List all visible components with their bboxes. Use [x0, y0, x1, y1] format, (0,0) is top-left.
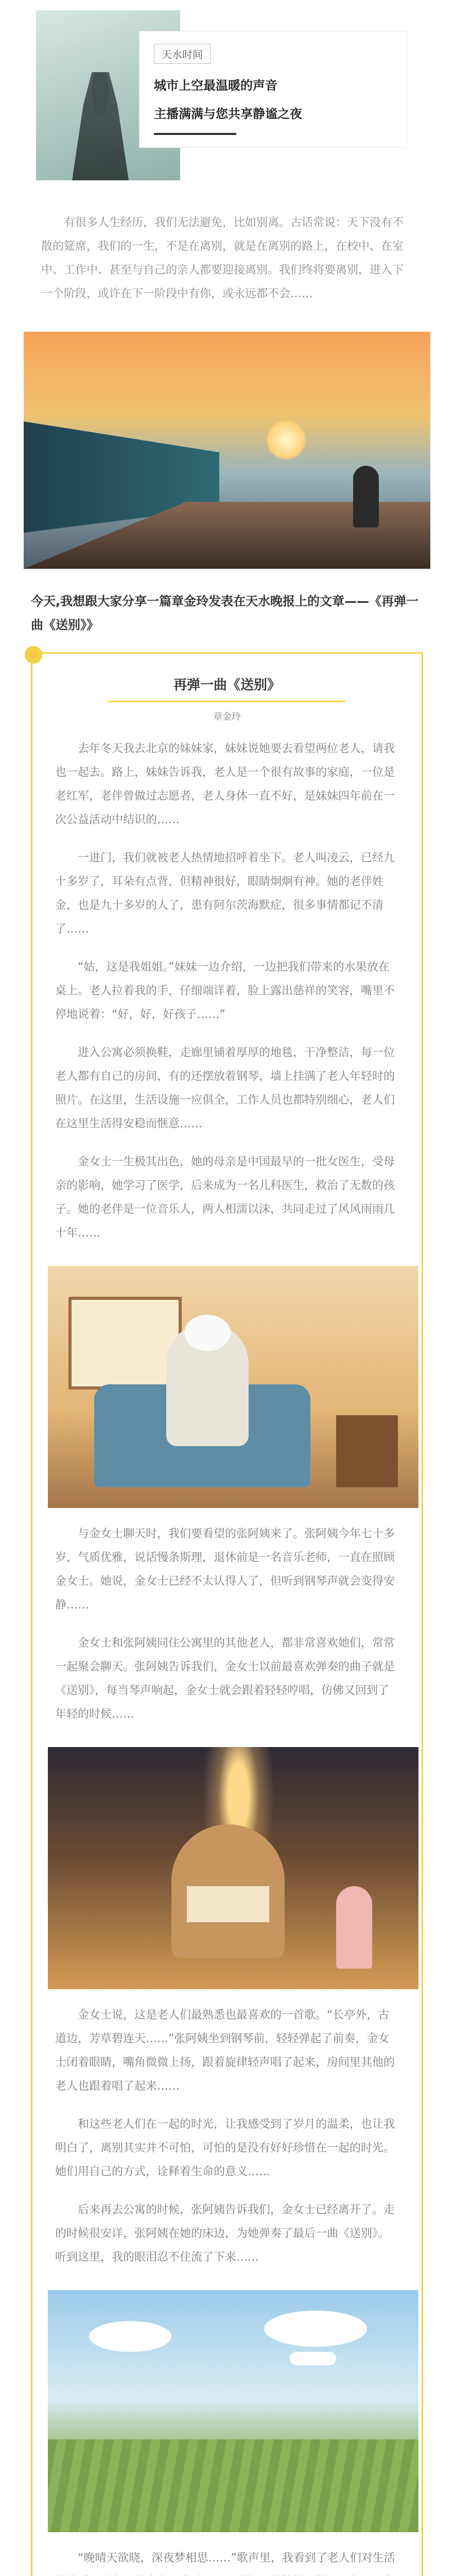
article-paragraph: 金女士说，这是老人们最熟悉也最喜欢的一首歌。“长亭外，古道边，芳草碧连天……”张阿姨坐到钢琴前，轻轻弹起了前奏，金女士闭着眼睛，嘴角微微上扬，跟着旋律轻声唱了起来，房间里其他的老人也跟着唱了起来…… [55, 2009, 395, 2093]
article-header [48, 674, 406, 723]
article-paragraph: 去年冬天我去北京的妹妹家，妹妹说她要去看望两位老人，请我也一起去。路上，妹妹告诉我，老人是一个很有故事的家庭，一位是老红军，老伴曾做过志愿者，老人身体一直不好，是妹妹四年前在一次公益活动中结识的…… [55, 742, 395, 826]
article-title: 再弹一曲《送别》 [173, 677, 281, 693]
child-figure [336, 1886, 372, 1969]
granny-sofa-illustration [48, 1266, 418, 1508]
person-icon [353, 466, 379, 528]
header-divider [154, 133, 236, 135]
cloud [264, 2311, 367, 2347]
page [0, 10, 454, 2576]
article-paragraph: 和这些老人们在一起的时光，让我感受到了岁月的温柔，也让我明白了，离别其实并不可怕，可怕的是没有好好珍惜在一起的时光。她们用自己的方式，诠释着生命的意义…… [55, 2118, 395, 2178]
flower-icon [23, 645, 44, 665]
column-tag: 天水时间 [154, 44, 211, 64]
header-title-2: 主播满满与您共享静谧之夜 [154, 107, 302, 121]
header-title-1: 城市上空最温暖的声音 [154, 78, 277, 93]
plane-icon [290, 2352, 336, 2365]
article-paragraph: 一进门，我们就被老人热情地招呼着坐下。老人叫凌云，已经九十多岁了，耳朵有点背，但精神很好，眼睛炯炯有神。她的老伴姓金，也是九十多岁的人了，患有阿尔茨海默症，很多事情都记不清了…… [55, 852, 395, 936]
wheat-field [48, 2439, 418, 2532]
intro-paragraph: 今天,我想跟大家分享一篇章金玲发表在天水晚报上的文章——《再弹一曲《送别》》 [31, 594, 419, 632]
book-icon [187, 1886, 269, 1922]
article-paragraph: 与金女士聊天时，我们要看望的张阿姨来了。张阿姨今年七十多岁，气质优雅，说话慢条斯理，退休前是一名音乐老师，一直在照顾金女士。她说，金女士已经不太认得人了，但听到钢琴声就会变得安静…… [55, 1528, 395, 1612]
article-paragraph: 后来再去公寓的时候，张阿姨告诉我们，金女士已经离开了。走的时候很安详，张阿姨在她的床边，为她弹奏了最后一曲《送别》。听到这里，我的眼泪忍不住流了下来…… [55, 2204, 395, 2264]
header-banner [36, 10, 418, 180]
article-box [31, 652, 423, 2576]
header-card [139, 31, 407, 148]
article-paragraph: 金女士和张阿姨同住公寓里的其他老人，都非常喜欢她们，常常一起聚会聊天。张阿姨告诉我们，金女士以前最喜欢弹奏的曲子就是《送别》，每当琴声响起，金女士就会跟着轻轻哼唱，仿佛又回到了年轻的时候…… [55, 1637, 395, 1721]
figure-silhouette [72, 72, 129, 180]
cloud [89, 2321, 171, 2352]
window [68, 1297, 182, 1389]
sun-icon [266, 419, 307, 461]
article-paragraph: 金女士一生极其出色，她的母亲是中国最早的一批女医生，受母亲的影响，她学习了医学，后来成为一名儿科医生，救治了无数的孩子。她的老伴是一位音乐人，两人相濡以沫，共同走过了风风雨雨几十年…… [55, 1156, 395, 1240]
opening-paragraph: 有很多人生经历，我们无法避免，比如别离。古话常说：天下没有不散的筵席，我们的一生，不是在离别，就是在离别的路上，在校中、在室中、工作中、甚至与自己的亲人都要迎接离别。我们终将要离别，进入下一个阶段，或许在下一阶段中有你，或永远都不会…… [41, 216, 404, 300]
article-title-divider [109, 701, 345, 702]
article-paragraph: “姑，这是我姐姐。”妹妹一边介绍，一边把我们带来的水果放在桌上。老人拉着我的手，仔细端详着，脸上露出慈祥的笑容，嘴里不停地说着：“好，好，好孩子……” [55, 961, 395, 1021]
article-author: 章金玲 [213, 711, 241, 722]
reading-illustration [48, 1747, 418, 1989]
article-paragraph: “晚晴天欲晓，深夜梦相思……”歌声里，我看到了老人们对生活 [78, 2552, 395, 2565]
granny-hair [184, 1315, 231, 1351]
field-illustration [48, 2290, 418, 2532]
station-illustration [24, 332, 430, 569]
side-table [336, 1415, 398, 1487]
article-paragraph: 进入公寓必须换鞋，走廊里铺着厚厚的地毯，干净整洁，每一位老人都有自己的房间，有的还摆放着钢琴，墙上挂满了老人年轻时的照片。在这里，生活设施一应俱全，工作人员也都特别细心，老人们在这里生活得安稳而惬意…… [55, 1046, 395, 1130]
